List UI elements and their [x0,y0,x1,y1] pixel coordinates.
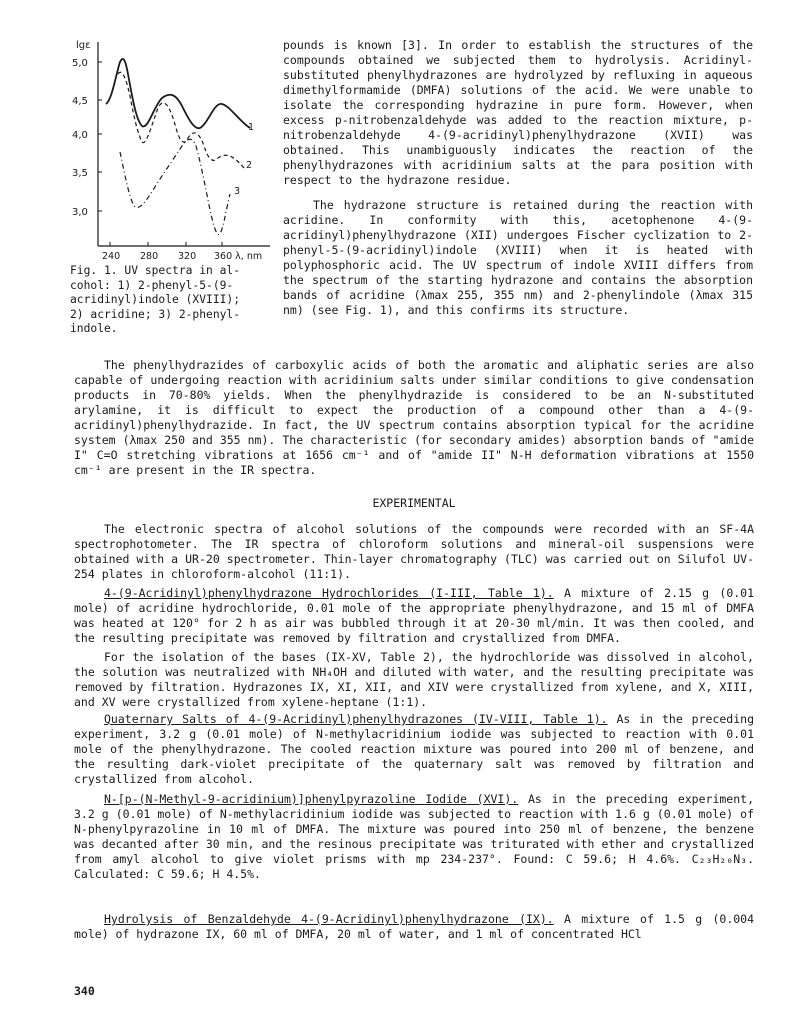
y-axis-label: lgε [76,40,91,51]
x-tick-label: 240 [102,251,121,262]
y-tick-label: 4,5 [72,96,88,107]
uv-spectra-figure [62,34,272,266]
procedure-text: A mixture of 2.15 g (0.01 mole) of acridine hydrochloride, 0.01 mole of the appropriate phenylhydrazone, and 15 ml of DMFA was heated at 120° for 2 h as air was bubbled through it at 20-30 ml/min. It was then cooled, and the resulting precipitate was removed by filtration and crystallized from DMFA. [74,586,755,645]
procedure-pyrazoline-iodide [74,792,754,882]
experimental-section [74,496,754,511]
procedure-hydrochlorides [74,586,754,646]
y-tick-label: 3,5 [72,168,88,179]
procedure-bases [74,650,754,710]
curve-1-line [106,59,250,128]
uv-spectra-plot [62,34,272,266]
curve-3-line [120,139,230,234]
section-heading: EXPERIMENTAL [372,496,456,510]
x-tick-label: 320 [178,251,197,262]
x-tick-label: 280 [140,251,159,262]
paragraph: pounds is known [3]. In order to establish the structures of the compounds obtained we subjected them to hydrolysis. Acridinyl-substituted phenylhydrazones are hydrolyzed by refluxing in aqueous dimethylformamide (DMFA) solutions of the acid. We were unable to isolate the corresponding hydrazine in pure form. However, when excess p-nitrobenzaldehyde was added to the reaction mixture, p-nitrobenzaldehyde 4-(9-acridinyl)phenylhydrazone (XVII) was obtained. This unambiguously indicates the reaction of the phenylhydrazones with acridinium salts at the para position with respect to the hydrazone residue. [283,38,753,187]
paragraph: For the isolation of the bases (IX-XV, Table 2), the hydrochloride was dissolved in alcohol, the solution was neutralized with NH₄OH and diluted with water, and the resulting precipitate was removed by filtration. Hydrazones IX, XI, XII, and XIV were crystallized from xylene, and X, XIII, and XV were crystallized from xylene-heptane (1:1). [74,650,754,709]
paragraph: The electronic spectra of alcohol solutions of the compounds were recorded with an SF-4A spectrophotometer. The IR spectra of chloroform solutions and mineral-oil suspensions were obtained with a UR-20 spectrometer. Thin-layer chromatography (TLC) was carried out on Silufol UV-254 plates in chloroform-alcohol (11:1). [74,522,754,581]
procedure-title: N-[p-(N-Methyl-9-acridinium)]phenylpyrazoline Iodide (XVI). [104,792,519,806]
y-tick-label: 4,0 [72,130,88,141]
paragraph [74,712,754,787]
paragraph [74,912,754,942]
experimental-body [74,522,754,582]
curve-3-label: 3 [234,186,241,197]
x-tick-label: 360 λ, nm [214,251,263,262]
procedure-text: As in the preceding experiment, 3.2 g (0.01 mole) of N-methylacridinium iodide was subjected to reaction with 1.6 g (0.01 mole) of N-phenylpyrazoline in 10 ml of DMFA. The mixture was poured into 250 ml of benzene, the benzene was decanted after 30 min, and the resinous precipitate was triturated with ether and crystallized from amyl alcohol to give violet prisms with mp 234-237°. Found: C 59.6; H 4.6%. C₂₃H₂₀N₃. Calculated: C 59.6; H 4.5%. [74,792,754,881]
curve-2-line [118,72,244,168]
y-tick-label: 5,0 [72,58,88,69]
paragraph [74,792,754,882]
y-tick-label: 3,0 [72,207,88,218]
procedure-title: 4-(9-Acridinyl)phenylhydrazone Hydrochlorides (I-III, Table 1). [104,586,554,600]
procedure-text: As in the preceding experiment, 3.2 g (0.01 mole) of N-methylacridinium iodide was subjected to reaction with 0.01 mole of the phenylhydrazone. The cooled reaction mixture was poured into 200 ml of benzene, and the resulting dark-violet precipitate of the quaternary salt was removed by filtration and crystallized from alcohol. [74,712,754,786]
paragraph: The phenylhydrazides of carboxylic acids of both the aromatic and aliphatic series are also capable of undergoing reaction with acridinium salts under similar conditions to give condensation products in 70-80% yields. When the phenylhydrazide is considered to be an N-substituted arylamine, it is difficult to expect the production of a compound other than a 4-(9-acridinyl)phenylhydrazide. In fact, the UV spectrum contains absorption typical for the acridine system (λmax 250 and 355 nm). The characteristic (for secondary amides) absorption bands of "amide I" C=O stretching vibrations at 1656 cm⁻¹ and of "amide II" N-H deformation vibrations at 1550 cm⁻¹ are present in the IR spectra. [74,358,754,477]
curve-2-label: 2 [246,160,253,171]
paragraph: The hydrazone structure is retained during the reaction with acridine. In conformity with this, acetophenone 4-(9-acridinyl)phenylhydrazone (XII) undergoes Fischer cyclization to 2-phenyl-5-(9-acridinyl)indole (XVIII) when it is heated with polyphosphoric acid. The UV spectrum of indole XVIII differs from the spectrum of the starting hydrazone and contains the absorption bands of acridine (λmax 255, 355 nm) and 2-phenylindole (λmax 315 nm) (see Fig. 1), and this confirms its structure. [283,198,753,317]
figure-caption: Fig. 1. UV spectra in al- cohol: 1) 2-phenyl-5-(9- acridinyl)indole (XVIII); 2) acridine; 3) 2-phenyl- indole. [70,264,241,336]
procedure-title: Quaternary Salts of 4-(9-Acridinyl)phenylhydrazones (IV-VIII, Table 1). [104,712,608,726]
procedure-hydrolysis [74,912,754,942]
curve-1-label: 1 [248,122,255,133]
page-number: 340 [74,984,95,998]
procedure-quaternary-salts [74,712,754,787]
right-column [283,38,753,318]
paragraph [74,586,754,646]
procedure-text: A mixture of 1.5 g (0.004 mole) of hydrazone IX, 60 ml of DMFA, 20 ml of water, and 1 ml of concentrated HCl [74,912,755,941]
procedure-title: Hydrolysis of Benzaldehyde 4-(9-Acridinyl)phenylhydrazone (IX). [104,912,554,926]
body-text [74,358,754,478]
